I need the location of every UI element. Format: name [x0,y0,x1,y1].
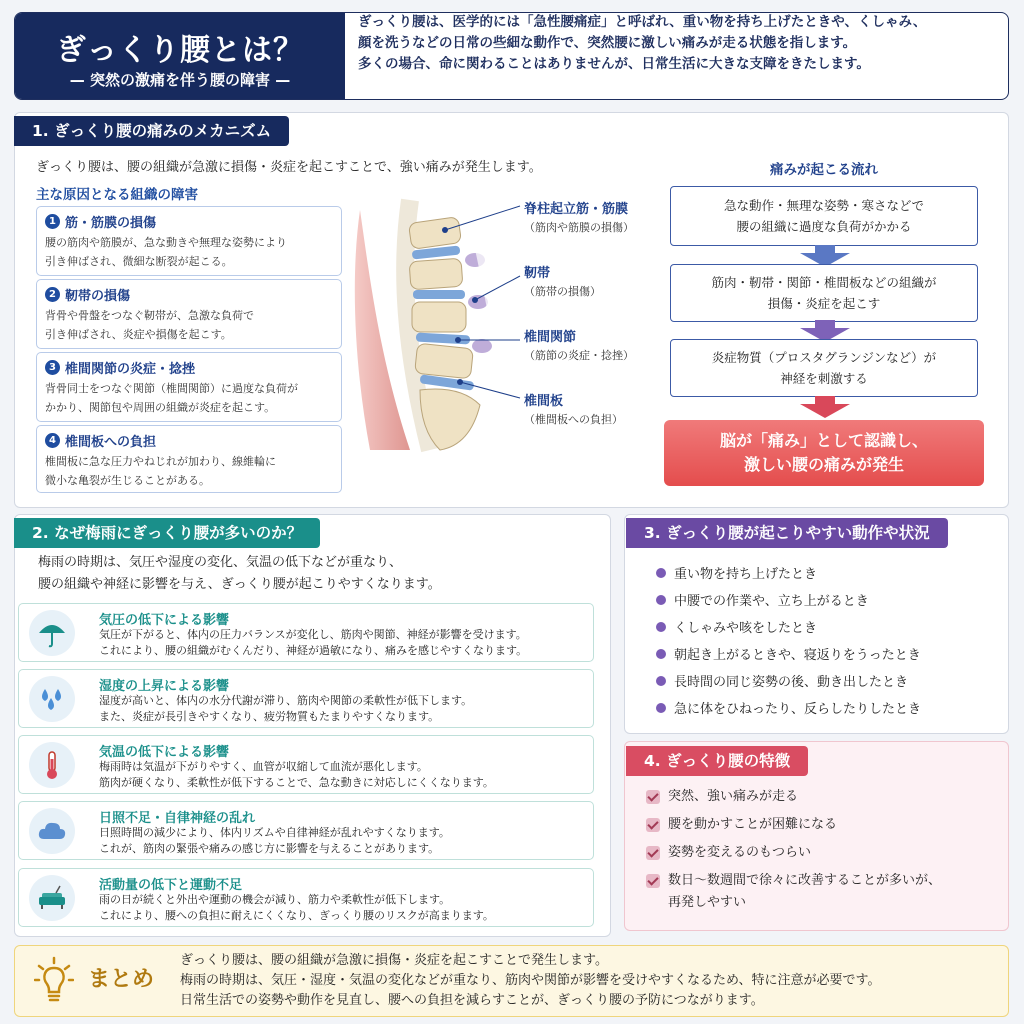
cause-card [36,279,342,349]
cause-desc-line: 微小な亀裂が生じることがある。 [45,474,210,487]
factor-desc: 気圧が下がると、体内の圧力バランスが変化し、筋肉や関節、神経が影響を受けます。 これにより、腰の組織がむくんだり、神経が過敏になり、痛みを感じやすくなります。 [99,628,528,657]
factor-title: 活動量の低下と運動不足 [99,878,243,893]
page-title: ぎっくり腰とは？ [56,33,304,68]
cause-title: 筋・筋膜の損傷 [65,216,157,231]
cause-desc-line: 椎間板に急な圧力やねじれが加わり、線維輪に [45,455,276,468]
list-item: 中腰での作業や、立ち上がるとき [656,590,869,609]
bullet-icon [656,595,666,605]
flow-line: 神経を刺激する [780,371,868,386]
bullet-icon [656,622,666,632]
summary-title: まとめ [88,967,155,992]
factor-card [18,669,594,728]
cause-desc-line: 背骨や骨盤をつなぐ靭帯が、急激な負荷で [45,309,254,322]
cause-title: 靭帯の損傷 [65,289,131,304]
summary-line: 日常生活での姿勢や動作を見直し、腰への負担を減らすことが、ぎっくり腰の予防につながります。 [180,993,764,1008]
label-disc: 椎間板 （椎間板への負担） [524,394,623,426]
cause-desc-line: 引き伸ばされ、炎症や損傷を起こす。 [45,328,232,341]
factor-card [18,603,594,662]
flow-line: 筋肉・靭帯・関節・椎間板などの組織が [711,275,937,290]
bullet-icon [656,676,666,686]
cloud-icon [29,808,75,854]
factor-title: 湿度の上昇による影響 [99,679,230,694]
factor-desc: 梅雨時は気温が下がりやすく、血管が収縮して血流が悪化します。 筋肉が硬くなり、柔軟性が低下することで、急な動きに対応しにくくなります。 [99,760,494,789]
intro-line: 顔を洗うなどの日常の些細な動作で、突然腰に激しい痛みが走る状態を指します。 [358,35,857,51]
flow-line: 損傷・炎症を起こす [767,296,881,311]
section-heading: 1. ぎっくり腰の痛みのメカニズム [14,116,289,146]
flow-step [670,339,978,397]
cause-card [36,425,342,493]
bullet-icon [656,703,666,713]
number-badge: 1 [45,214,60,229]
thermometer-icon [29,742,75,788]
factor-title: 日照不足・自律神経の乱れ [99,811,256,826]
cause-title: 椎間板への負担 [65,435,157,450]
flow-line: 急な動作・無理な姿勢・寒さなどで [723,198,924,213]
water-drops-icon [29,676,75,722]
factor-desc: 湿度が高いと、体内の水分代謝が滞り、筋肉や関節の柔軟性が低下します。 また、炎症が長引きやすくなり、疲労物質もたまりやすくなります。 [99,694,473,723]
cause-desc-line: かかり、関節包や周囲の組織が炎症を起こす。 [45,401,276,414]
section-heading: 3. ぎっくり腰が起こりやすい動作や状況 [626,518,948,548]
flow-heading: 痛みが起こる流れ [770,162,878,178]
label-ligament: 靭帯 （筋帯の損傷） [524,266,601,298]
factor-card [18,868,594,927]
summary-text [180,951,880,1011]
flow-result [664,420,984,486]
bullet-icon [656,649,666,659]
factor-desc: 日照時間の減少により、体内リズムや自律神経が乱れやすくなります。 これが、筋肉の緊張や痛みの感じ方に影響を与えることがあります。 [99,826,450,855]
number-badge: 3 [45,360,60,375]
flow-line: 炎症物質（プロスタグランジンなど）が [711,350,937,365]
flow-line: 腰の組織に過度な負荷がかかる [736,219,912,234]
cause-desc-line: 引き伸ばされ、微細な断裂が起こる。 [45,255,233,268]
title-block [15,13,345,100]
list-item: 急に体をひねったり、反らしたりしたとき [656,698,921,717]
list-item: 数日〜数週間で徐々に改善することが多いが、 再発しやすい [646,870,941,914]
list-item: 重い物を持ち上げたとき [656,563,817,582]
check-icon [646,790,660,804]
intro-line: 梅雨の時期は、気圧や湿度の変化、気温の低下などが重なり、 [38,555,403,570]
umbrella-icon [29,610,75,656]
factor-card [18,801,594,860]
spine-illustration [350,190,530,460]
cause-desc-line: 腰の筋肉や筋膜が、急な動きや無理な姿勢により [45,236,287,249]
section-heading: 4. ぎっくり腰の特徴 [626,746,808,776]
flow-result-line: 脳が「痛み」として認識し、 [719,431,928,450]
intro-text [358,12,978,75]
check-icon [646,874,660,888]
cause-card [36,352,342,422]
intro-line: 腰の組織や神経に影響を与え、ぎっくり腰が起こりやすくなります。 [38,577,441,592]
number-badge: 2 [45,287,60,302]
bullet-icon [656,568,666,578]
intro-line: ぎっくり腰は、医学的には「急性腰痛症」と呼ばれ、重い物を持ち上げたときや、くしゃみ、 [358,14,927,30]
label-facet-joint: 椎間関節 （筋節の炎症・捻挫） [524,330,634,362]
factor-title: 気温の低下による影響 [99,745,230,760]
summary-line: 梅雨の時期は、気圧・湿度・気温の変化などが重なり、筋肉や関節が影響を受けやすくなるため、特に注意が必要です。 [180,973,881,988]
section-intro: ぎっくり腰は、腰の組織が急激に損傷・炎症を起こすことで、強い痛みが発生します。 [36,160,542,175]
cause-title: 椎間関節の炎症・捻挫 [65,362,196,377]
down-arrow-icon [800,396,850,418]
page-subtitle: — 突然の激痛を伴う腰の障害 — [69,71,291,89]
summary-line: ぎっくり腰は、腰の組織が急激に損傷・炎症を起こすことで発生します。 [180,953,608,968]
number-badge: 4 [45,433,60,448]
list-item: 突然、強い痛みが走る [646,786,798,808]
list-item: 腰を動かすことが困難になる [646,814,837,836]
cause-desc-line: 背骨同士をつなぐ関節（椎間関節）に過度な負荷が [45,382,298,395]
label-erector-spinae: 脊柱起立筋・筋膜 （筋肉や筋膜の損傷） [524,202,634,234]
flow-result-line: 激しい腰の痛みが発生 [743,455,904,474]
causes-heading: 主な原因となる組織の障害 [36,187,198,203]
cause-card [36,206,342,276]
factor-card [18,735,594,794]
check-icon [646,818,660,832]
flow-step [670,186,978,246]
sofa-icon [29,875,75,921]
section-heading: 2. なぜ梅雨にぎっくり腰が多いのか？ [14,518,320,548]
list-item: くしゃみや咳をしたとき [656,617,817,636]
section-intro [38,552,441,596]
intro-line: 多くの場合、命に関わることはありませんが、日常生活に大きな支障をきたします。 [358,56,870,72]
factor-title: 気圧の低下による影響 [99,613,230,628]
flow-step [670,264,978,322]
list-item: 朝起き上がるときや、寝返りをうったとき [656,644,921,663]
list-item: 長時間の同じ姿勢の後、動き出したとき [656,671,908,690]
check-icon [646,846,660,860]
list-item: 姿勢を変えるのもつらい [646,842,811,864]
lightbulb-icon [34,956,74,1006]
factor-desc: 雨の日が続くと外出や運動の機会が減り、筋力や柔軟性が低下します。 これにより、腰への負担に耐えにくくなり、ぎっくり腰のリスクが高まります。 [99,893,494,922]
